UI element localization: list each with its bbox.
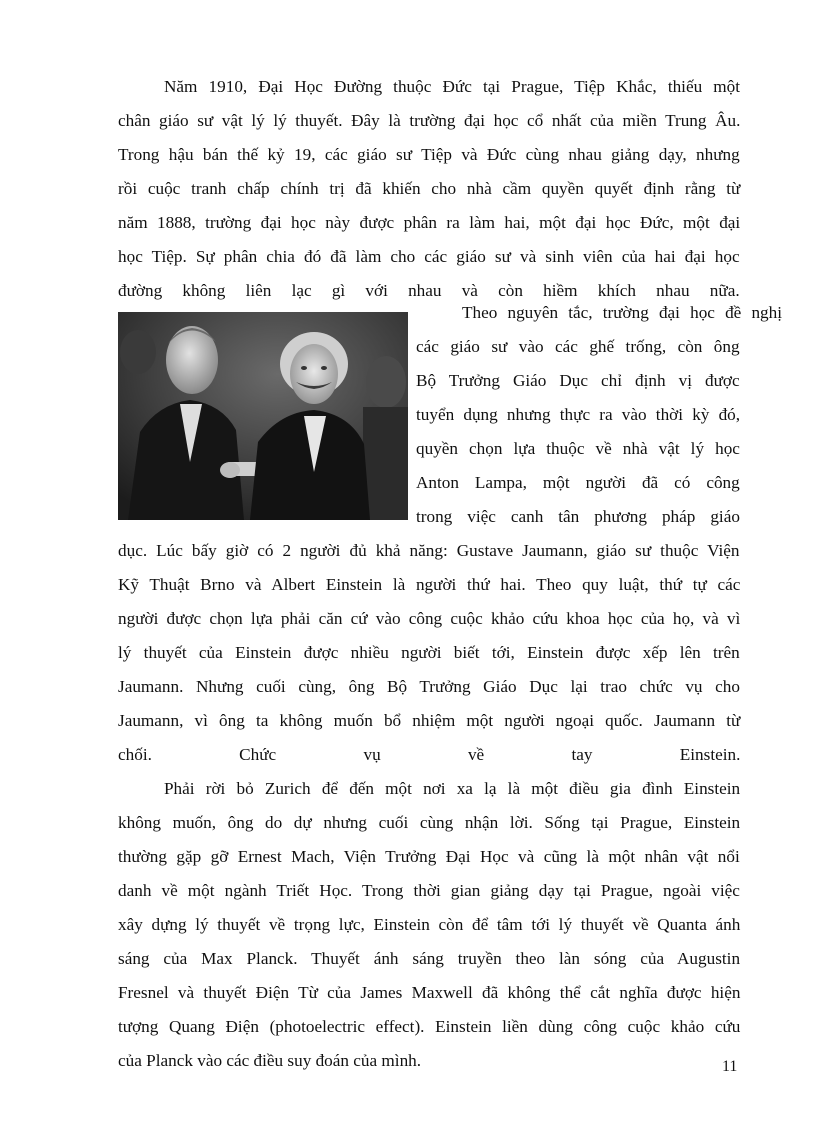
text-line: xây dựng lý thuyết về trọng lực, Einstein còn để tâm tới lý thuyết về Quanta ánh <box>118 915 741 934</box>
text-line: các giáo sư vào các ghế trống, còn ông <box>416 337 740 356</box>
text-line: thường gặp gỡ Ernest Mach, Viện Trưởng Đại Học và cũng là một nhân vật nổi <box>118 847 740 866</box>
text-line: Phải rời bỏ Zurich để đến một nơi xa lạ là một điều gia đình Einstein <box>164 779 741 798</box>
text-line: năm 1888, trường đại học này được phân ra làm hai, một đại học Đức, một đại <box>118 213 741 232</box>
text-line: học Tiệp. Sự phân chia đó đã làm cho các giáo sư và sinh viên của hai đại học <box>118 247 740 266</box>
text-line: dục. Lúc bấy giờ có 2 người đủ khả năng: Gustave Jaumann, giáo sư thuộc Viện <box>118 541 740 560</box>
text-line: không muốn, ông do dự nhưng cuối cùng nhận lời. Sống tại Prague, Einstein <box>118 813 741 832</box>
text-line: Trong hậu bán thế kỷ 19, các giáo sư Tiệp và Đức cùng nhau giảng dạy, nhưng <box>118 145 740 164</box>
text-line: Anton Lampa, một người đã có công <box>416 473 740 492</box>
page-number: 11 <box>722 1058 738 1075</box>
text-line: chối. Chức vụ về tay Einstein. <box>118 745 741 764</box>
text-line: rồi cuộc tranh chấp chính trị đã khiến cho nhà cầm quyền quyết định rằng từ <box>118 179 741 198</box>
text-line: của Planck vào các điều suy đoán của mình. <box>118 1051 422 1070</box>
text-line: người được chọn lựa phải căn cứ vào công cuộc khảo cứu khoa học của họ, và vì <box>118 609 741 628</box>
text-line: tượng Quang Điện (photoelectric effect). Einstein liền dùng công cuộc khảo cứu <box>118 1017 741 1036</box>
text-line: trong việc canh tân phương pháp giáo <box>416 507 740 526</box>
text-line: danh về một ngành Triết Học. Trong thời gian giảng dạy tại Prague, ngoài việc <box>118 881 740 900</box>
text-line: Fresnel và thuyết Điện Từ của James Maxwell đã không thể cắt nghĩa được hiện <box>118 983 741 1002</box>
text-line: Bộ Trưởng Giáo Dục chỉ định vị được <box>416 371 740 390</box>
text-line: Jaumann. Nhưng cuối cùng, ông Bộ Trưởng Giáo Dục lại trao chức vụ cho <box>118 677 740 696</box>
text-line: Năm 1910, Đại Học Đường thuộc Đức tại Prague, Tiệp Khắc, thiếu một <box>164 77 741 96</box>
text-line: Jaumann, vì ông ta không muốn bổ nhiệm một người ngoại quốc. Jaumann từ <box>118 711 741 730</box>
text-line: chân giáo sư vật lý lý thuyết. Đây là trường đại học cổ nhất của miền Trung Âu. <box>118 111 741 130</box>
historical-photo <box>118 312 408 520</box>
text-line: lý thuyết của Einstein được nhiều người biết tới, Einstein được xếp lên trên <box>118 643 740 662</box>
text-line: quyền chọn lựa thuộc về nhà vật lý học <box>416 439 740 458</box>
text-line: tuyển dụng nhưng thực ra vào thời kỳ đó, <box>416 405 741 424</box>
text-line: Kỹ Thuật Brno và Albert Einstein là người thứ hai. Theo quy luật, thứ tự các <box>118 575 741 594</box>
text-line: Theo nguyên tắc, trường đại học đề nghị <box>462 303 783 322</box>
text-line: sáng của Max Planck. Thuyết ánh sáng truyền theo làn sóng của Augustin <box>118 949 741 968</box>
text-line: đường không liên lạc gì với nhau và còn hiềm khích nhau nữa. <box>118 281 740 300</box>
